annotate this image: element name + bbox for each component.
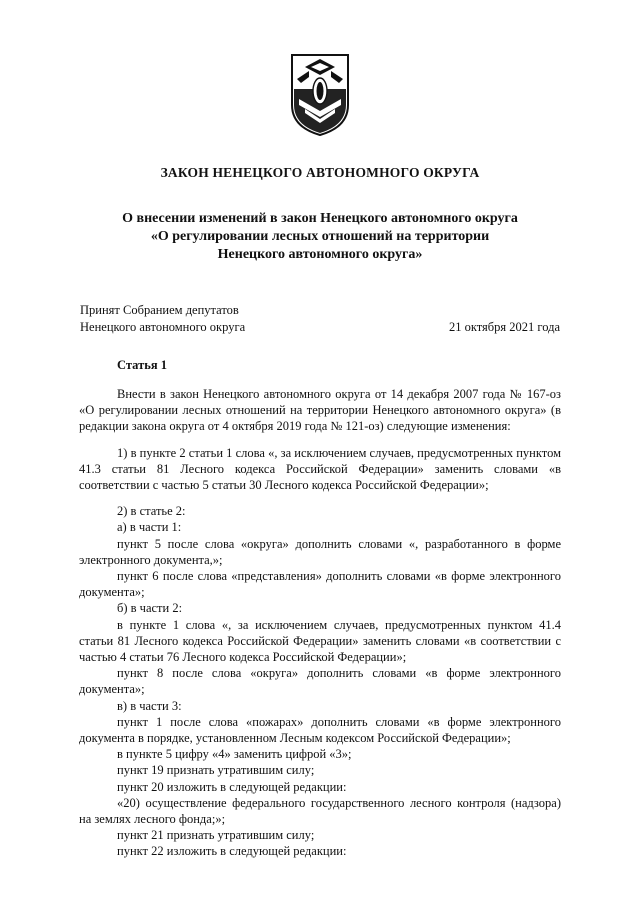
paragraph: в пункте 5 цифру «4» заменить цифрой «3»; — [117, 747, 352, 762]
coat-of-arms-emblem — [289, 53, 351, 137]
article-body — [79, 386, 561, 860]
paragraph: а) в части 1: — [117, 520, 182, 535]
paragraph: пункт 6 после слова «представления» дополнить словами «в форме электронного документа»; — [79, 569, 561, 600]
paragraph: б) в части 2: — [117, 601, 183, 616]
paragraph: пункт 21 признать утратившим силу; — [117, 828, 315, 843]
adoption-line: Принят Собранием депутатов — [80, 303, 239, 317]
paragraph: «20) осуществление федерального государственного лесного контроля (надзора) на землях лесного фонда;»; — [79, 795, 561, 827]
subtitle-line: Ненецкого автономного округа» — [217, 247, 423, 262]
paragraph: 2) в статье 2: — [117, 504, 186, 519]
paragraph: пункт 8 после слова «округа» дополнить словами «в форме электронного документа»; — [79, 666, 561, 697]
adoption-date: 21 октября 2021 года — [448, 320, 560, 334]
paragraph: пункт 19 признать утратившим силу; — [117, 763, 315, 778]
adoption-line: Ненецкого автономного округа — [80, 320, 246, 334]
paragraph: в) в части 3: — [117, 698, 182, 713]
subtitle-line: «О регулировании лесных отношений на территории — [150, 229, 490, 244]
paragraph: пункт 5 после слова «округа» дополнить словами «, разработанного в форме электронного документа,»; — [79, 536, 561, 567]
paragraph: пункт 1 после слова «пожарах» дополнить словами «в форме электронного документа в порядке, установленном Лесным кодексом Российской Федерации»; — [79, 714, 561, 746]
paragraph: пункт 20 изложить в следующей редакции: — [117, 779, 347, 794]
adoption-body — [80, 302, 245, 336]
paragraph: Внести в закон Ненецкого автономного округа от 14 декабря 2007 года № 167-оз «О регулировании лесных отношений на территории Ненецкого автономного округа» (в редакции закона округа от 4 октября 2019 года № 121-оз) следующие изменения: — [79, 387, 561, 434]
paragraph: в пункте 1 слова «, за исключением случаев, предусмотренных пунктом 41.4 статьи 81 Лесного кодекса Российской Федерации» заменить словами «в соответствии с частью 4 статьи 76 Лесного кодекса Российской Федерации»; — [79, 617, 561, 665]
article-heading: Статья 1 — [117, 358, 167, 372]
paragraph: 1) в пункте 2 статьи 1 слова «, за исключением случаев, предусмотренных пунктом 41.3 статьи 81 Лесного кодекса Российской Федерации» заменить словами «в соответствии с частью 5 статьи 30 Лесного кодекса Российской Федерации»; — [79, 445, 561, 493]
law-title: ЗАКОН НЕНЕЦКОГО АВТОНОМНОГО ОКРУГА — [160, 165, 480, 180]
law-subtitle — [60, 210, 580, 264]
subtitle-line: О внесении изменений в закон Ненецкого автономного округа — [122, 211, 518, 226]
paragraph: пункт 22 изложить в следующей редакции: — [117, 844, 347, 859]
